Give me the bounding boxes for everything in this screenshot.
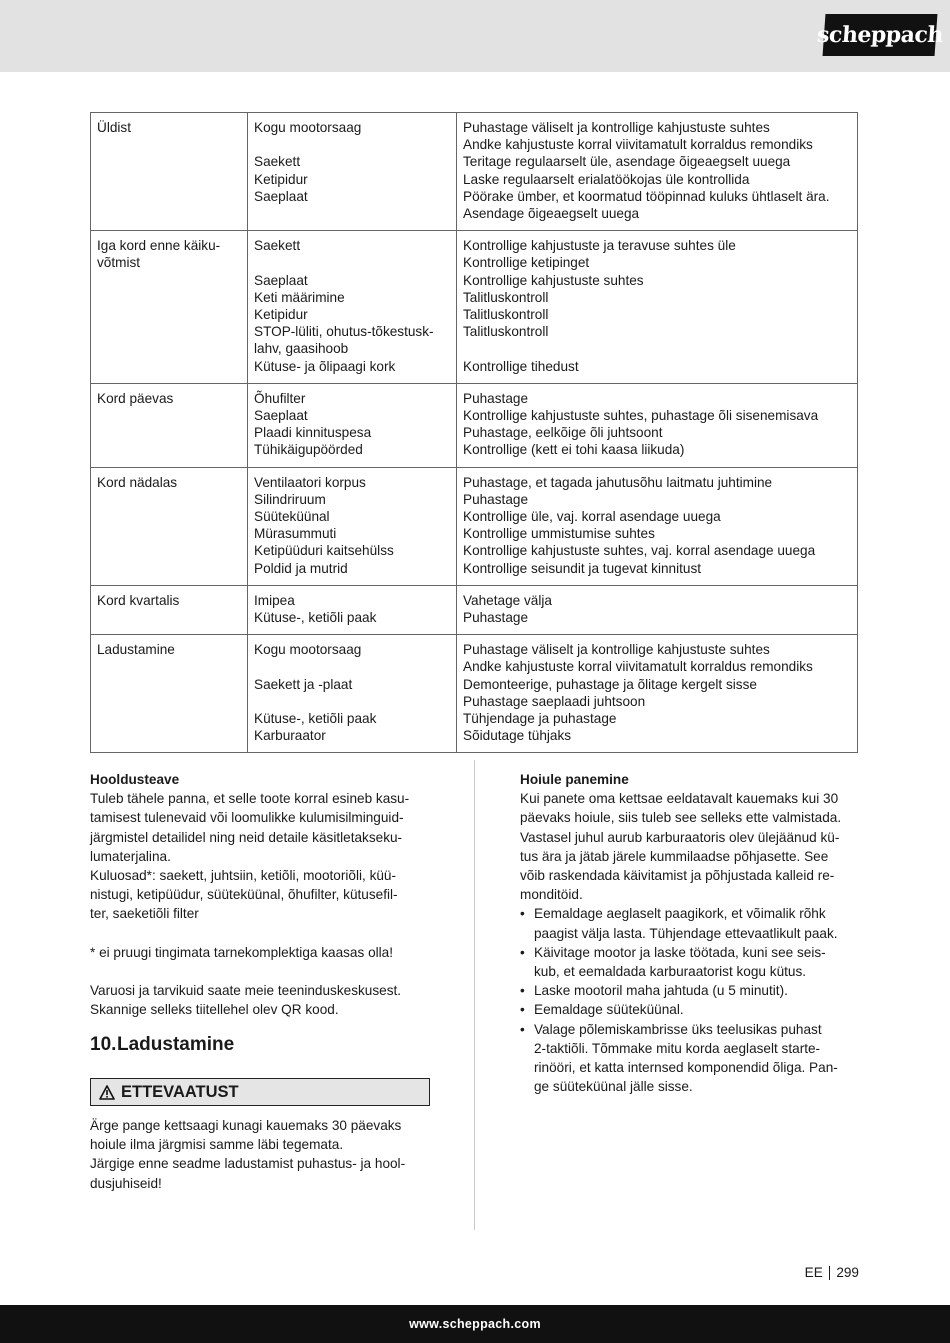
cell-line: Saekett [254,238,301,254]
cell-line: Puhastage, et tagada jahutusõhu laitmatu juhtimine [463,474,773,490]
cell-line [463,340,851,357]
interval-cell [91,383,248,467]
list-item-line: 2-taktiõli. Tõmmake mitu korda aeglaselt starte- [534,1040,821,1056]
cell-line: Keti määrimine [254,289,345,305]
interval-cell [91,585,248,634]
text-line: tamisest tulenevaid või loomulikke kulumisilminguid- [90,810,404,826]
service-info-heading: Hooldusteave [90,772,180,787]
storage-steps-list [520,904,860,1096]
table-row [91,231,858,384]
cell-line: Kontrollige kahjustuste suhtes, vaj. korral asendage uuega [463,543,816,559]
cell-line: Andke kahjustuste korral viivitamatult korraldus remondiks [463,659,813,675]
cell-line: Saekett ja -plaat [254,676,353,692]
cell-line: Plaadi kinnituspesa [254,425,372,441]
page-number-value: 299 [836,1265,859,1280]
text-line: võib raskendada käivitamist ja põhjustada kalleid re- [520,868,835,884]
cell-line [254,658,450,675]
cell-line: Karburaator [254,728,326,744]
parts-cell [248,635,457,753]
list-item-line: paagist välja lasta. Tühjendage ettevaatlikult paak. [534,925,838,941]
cell-line: Kontrollige kahjustuste suhtes, puhastage õli sisenemisava [463,408,819,424]
cell-line: Saeplaat [254,188,308,204]
text-line: Kui panete oma kettsae eeldatavalt kauemaks kui 30 [520,791,839,807]
cell-line: Puhastage väliselt ja kontrollige kahjustuste suhtes [463,642,770,658]
cell-line: Teritage regulaarselt üle, asendage õigeaegselt uuega [463,154,791,170]
cell-line: Sõidutage tühjaks [463,728,572,744]
section-title [90,1034,234,1056]
table-row [91,467,858,585]
cell-line: Talitluskontroll [463,289,549,305]
actions-cell [457,585,858,634]
list-item-line: • Eemaldage süüteküünal. [534,1002,684,1018]
interval-cell [91,635,248,753]
cell-line: Tühikäigupöörded [254,442,363,458]
brand-logo: scheppach [823,14,938,56]
list-item-line: • Valage põlemiskambrisse üks teelusikas puhast [534,1021,822,1037]
cell-line: Iga kord enne käiku- [97,238,221,254]
text-line: Varuosi ja tarvikuid saate meie teeninduskeskusest. [90,982,402,998]
section-number: 10. [90,1034,117,1055]
parts-cell [248,467,457,585]
cell-line: lahv, gaasihoob [254,341,349,357]
cell-line: Kontrollige üle, vaj. korral asendage uuega [463,509,721,525]
maintenance-table [90,112,858,753]
footer-url[interactable]: www.scheppach.com [409,1317,541,1331]
parts-cell [248,113,457,231]
cell-line: Kord nädalas [97,474,178,490]
cell-line: Kogu mootorsaag [254,120,362,135]
cell-line: Demonteerige, puhastage ja õlitage kergelt sisse [463,676,757,692]
cell-line: Kontrollige ummistumise suhtes [463,526,655,542]
text-line: tus ära ja jätab järele kummilaadse põhjasette. See [520,848,829,864]
column-divider [474,760,475,1230]
storage-section [520,770,860,1096]
text-line: nistugi, ketipüüdur, süüteküünal, õhufilter, kütusefil- [90,887,398,903]
table-row [91,585,858,634]
cell-line: Kontrollige ketipinget [463,255,590,271]
parts-cell [248,231,457,384]
text-line: monditöid. [520,887,583,903]
cell-line: Kontrollige (kett ei tohi kaasa liikuda) [463,442,685,458]
cell-line: Süüteküünal [254,509,330,525]
cell-line: Talitluskontroll [463,307,549,323]
cell-line: Poldid ja mutrid [254,560,348,576]
cell-line: Imipea [254,592,295,608]
list-item-line: • Eemaldage aeglaselt paagikork, et võimalik rõhk [534,906,826,922]
list-item [520,1000,860,1019]
cell-line: Saeplaat [254,408,308,424]
actions-cell [457,231,858,384]
list-item [520,1020,860,1097]
cell-line: Kontrollige kahjustuste ja teravuse suhtes üle [463,238,736,254]
cell-line: Ketipidur [254,171,308,187]
header-band [0,0,950,72]
cell-line: Saeplaat [254,272,308,288]
cell-line: Asendage õigeaegselt uuega [463,206,640,222]
footnote-text: * ei pruugi tingimata tarnekomplektiga kaasas olla! [90,944,394,960]
cell-line: Tühjendage ja puhastage [463,711,617,727]
warning-triangle-icon [99,1085,115,1100]
cell-line: Mürasummuti [254,526,337,542]
cell-line: Ladustamine [97,642,175,658]
cell-line: Saekett [254,154,301,170]
text-line: Järgige enne seadme ladustamist puhastus- ja hool- [90,1156,406,1172]
table-row [91,635,858,753]
text-line: päevaks hoiule, siis tuleb see selleks ette valmistada. [520,810,842,826]
cell-line: Talitluskontroll [463,324,549,340]
text-line: Vastasel juhul aurub karburaatoris olev ülejäänud kü- [520,829,840,845]
text-line: järgmistel detailidel ning neid detaile käsitletakseku- [90,829,403,845]
cell-line: Kütuse- ja õlipaagi kork [254,358,396,374]
cell-line: Puhastage väliselt ja kontrollige kahjustuste suhtes [463,120,770,135]
cell-line: STOP-lüliti, ohutus-tõkestusk- [254,324,434,340]
table-row [91,113,858,231]
cell-line: Kütuse-, ketiõli paak [254,610,377,626]
cell-line: Ketipidur [254,307,308,323]
cell-line: võtmist [97,255,141,271]
text-line: Kuluosad*: saekett, juhtsiin, ketiõli, mootoriõli, küü- [90,868,397,884]
cell-line: Puhastage [463,610,529,626]
page-lang: EE [804,1265,823,1280]
text-line: lumaterjalina. [90,848,171,864]
text-line: Tuleb tähele panna, et selle toote korral esineb kasu- [90,791,410,807]
actions-cell [457,467,858,585]
list-item-line: • Käivitage mootor ja laske töötada, kuni see seis- [534,944,826,960]
actions-cell [457,635,858,753]
cell-line: Andke kahjustuste korral viivitamatult korraldus remondiks [463,137,813,153]
cell-line: Pöörake ümber, et koormatud tööpinnad kuluks ühtlaselt ära. [463,188,830,204]
page-number [805,1265,859,1280]
list-item [520,981,860,1000]
cell-line: Kontrollige seisundit ja tugevat kinnitust [463,560,702,576]
cell-line: Kontrollige kahjustuste suhtes [463,272,644,288]
parts-cell [248,585,457,634]
list-item-line: rinööri, et katta internsed komponendid õliga. Pan- [534,1060,838,1076]
storage-text [520,789,860,904]
cell-line: Puhastage, eelkõige õli juhtsoont [463,425,663,441]
cell-line: Puhastage [463,390,529,406]
cell-line: Ketipüüduri kaitsehülss [254,543,394,559]
cell-line [254,136,450,153]
interval-cell [91,467,248,585]
actions-cell [457,383,858,467]
cell-line: Silindriruum [254,491,326,507]
cell-line: Kord päevas [97,390,174,406]
caution-label: ETTEVAATUST [121,1082,239,1101]
service-info-text [90,789,430,923]
parts-cell [248,383,457,467]
cell-line: Õhufilter [254,390,306,406]
cell-line [254,254,450,271]
spares-text [90,981,430,1019]
actions-cell [457,113,858,231]
text-line: hoiule ilma järgmisi samme läbi tegemata. [90,1137,344,1153]
cell-line: Kütuse-, ketiõli paak [254,711,377,727]
service-info-section [90,770,430,1019]
caution-box [90,1078,430,1106]
text-line: Skannige selleks tiitellehel olev QR kood. [90,1002,339,1018]
list-item [520,943,860,981]
interval-cell [91,113,248,231]
list-item-line: kub, et eemaldada karburaatorist kogu kütus. [534,964,807,980]
list-item [520,904,860,942]
table-row [91,383,858,467]
interval-cell [91,231,248,384]
storage-heading: Hoiule panemine [520,772,629,787]
text-line: ter, saeketiõli filter [90,906,199,922]
cell-line: Vahetage välja [463,592,552,608]
cell-line: Üldist [97,120,131,135]
list-item-line: • Laske mootoril maha jahtuda (u 5 minutit). [534,983,788,999]
cell-line: Ventilaatori korpus [254,474,366,490]
cell-line: Kontrollige tihedust [463,358,579,374]
section-title-text: Ladustamine [117,1034,235,1055]
cell-line: Puhastage saeplaadi juhtsoon [463,693,646,709]
text-line: dusjuhiseid! [90,1175,162,1191]
text-line: Ärge pange kettsaagi kunagi kauemaks 30 päevaks [90,1118,402,1133]
footer-band [0,1305,950,1343]
cell-line: Kogu mootorsaag [254,642,362,658]
cell-line: Puhastage [463,491,529,507]
caution-text [90,1116,430,1193]
cell-line: Laske regulaarselt erialatöökojas üle kontrollida [463,171,750,187]
cell-line [254,693,450,710]
list-item-line: ge süüteküünal jälle sisse. [534,1079,693,1095]
cell-line: Kord kvartalis [97,592,180,608]
